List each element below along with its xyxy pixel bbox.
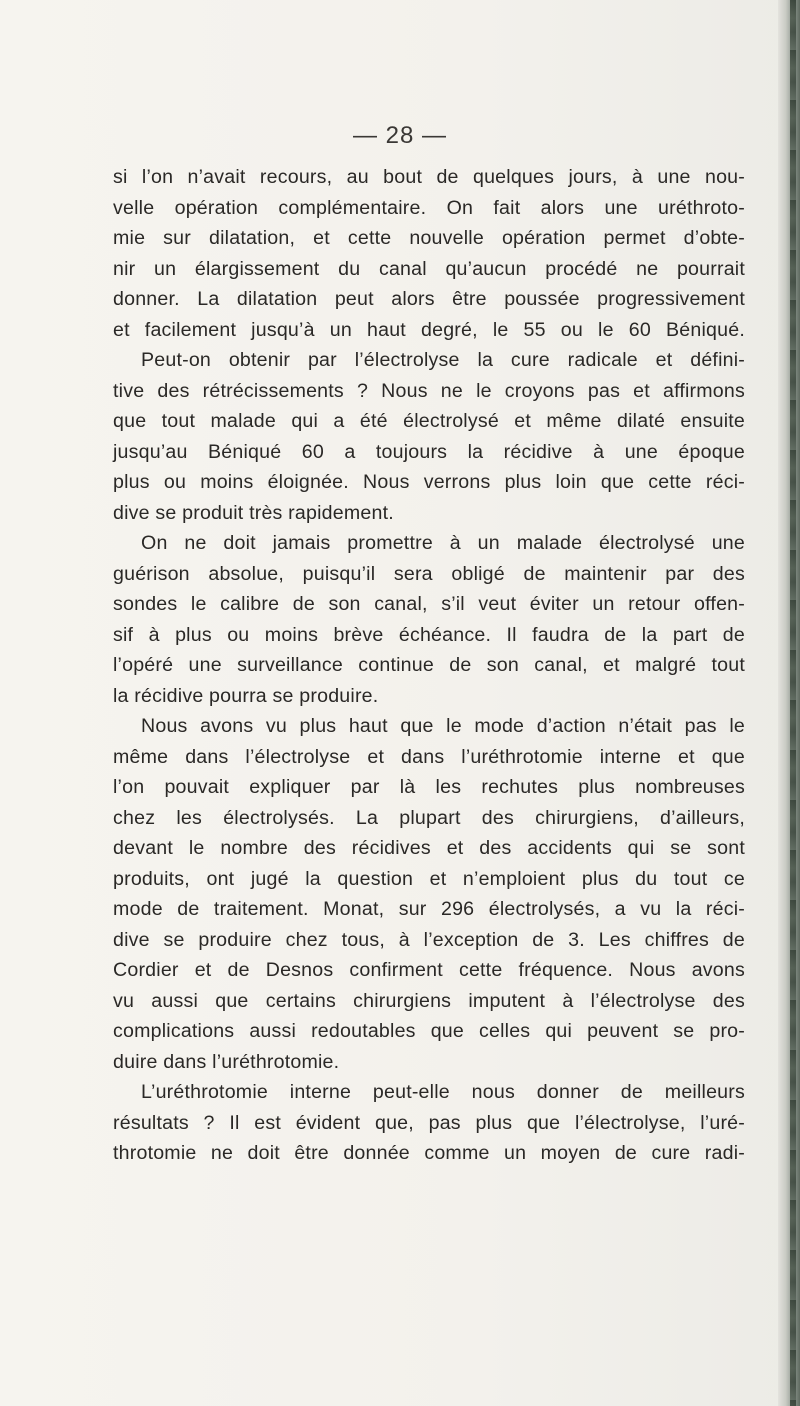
text-line: produits, ont jugé la question et n’emploient plus du tout ce — [113, 867, 745, 890]
text-line: duire dans l’uréthrotomie. — [113, 1050, 340, 1073]
text-line: complications aussi redoutables que celles qui peuvent se pro- — [113, 1020, 745, 1042]
text-line: L’uréthrotomie interne peut-elle nous donner de meilleurs — [141, 1081, 745, 1103]
text-line: jusqu’au Béniqué 60 a toujours la récidive à une époque — [113, 440, 745, 463]
text-line: vu aussi que certains chirurgiens imputent à l’électrolyse des — [113, 989, 745, 1012]
text-line: mie sur dilatation, et cette nouvelle opération permet d’obte- — [113, 227, 745, 249]
text-line: Nous avons vu plus haut que le mode d’action n’était pas le — [141, 715, 745, 737]
text-line: Peut-on obtenir par l’électrolyse la cure radicale et défini- — [141, 349, 745, 371]
paragraph-2 — [113, 345, 745, 528]
text-line: mode de traitement. Monat, sur 296 électrolysés, a vu la réci- — [113, 898, 745, 920]
text-line: On ne doit jamais promettre à un malade électrolysé une — [141, 532, 745, 554]
text-line: dive se produire chez tous, à l’exception de 3. Les chiffres de — [113, 928, 745, 951]
text-line: tive des rétrécissements ? Nous ne le croyons pas et affirmons — [113, 379, 745, 402]
text-line: même dans l’électrolyse et dans l’uréthrotomie interne et que — [113, 745, 745, 768]
text-line: plus ou moins éloignée. Nous verrons plus loin que cette réci- — [113, 471, 745, 493]
page-binding-edge — [778, 0, 800, 1406]
paragraph-5 — [113, 1077, 745, 1169]
paragraph-3 — [113, 528, 745, 711]
text-line: donner. La dilatation peut alors être poussée progressivement — [113, 288, 745, 310]
text-line: throtomie ne doit être donnée comme un moyen de cure radi- — [113, 1142, 745, 1164]
text-line: l’on pouvait expliquer par là les rechutes plus nombreuses — [113, 776, 745, 798]
text-line: l’opéré une surveillance continue de son canal, et malgré tout — [113, 654, 745, 676]
text-line: sondes le calibre de son canal, s’il veut éviter un retour offen- — [113, 593, 745, 615]
text-line: sif à plus ou moins brève échéance. Il faudra de la part de — [113, 623, 745, 646]
text-line: résultats ? Il est évident que, pas plus que l’électrolyse, l’uré- — [113, 1111, 745, 1134]
text-line: nir un élargissement du canal qu’aucun procédé ne pourrait — [113, 257, 745, 280]
page-number: — 28 — — [352, 122, 448, 149]
text-line: Cordier et de Desnos confirment cette fréquence. Nous avons — [113, 959, 745, 981]
body-text — [113, 162, 745, 1169]
text-line: devant le nombre des récidives et des accidents qui se sont — [113, 837, 745, 859]
text-line: et facilement jusqu’à un haut degré, le 55 ou le 60 Béniqué. — [113, 318, 745, 341]
text-line: si l’on n’avait recours, au bout de quelques jours, à une nou- — [113, 166, 745, 188]
paragraph-4 — [113, 711, 745, 1077]
paragraph-1 — [113, 162, 745, 345]
text-line: velle opération complémentaire. On fait alors une uréthroto- — [113, 196, 745, 219]
text-line: chez les électrolysés. La plupart des chirurgiens, d’ailleurs, — [113, 806, 745, 829]
text-line: la récidive pourra se produire. — [113, 684, 379, 707]
text-line: que tout malade qui a été électrolysé et même dilaté ensuite — [113, 410, 745, 432]
text-line: dive se produit très rapidement. — [113, 501, 394, 524]
text-line: guérison absolue, puisqu’il sera obligé de maintenir par des — [113, 562, 745, 585]
